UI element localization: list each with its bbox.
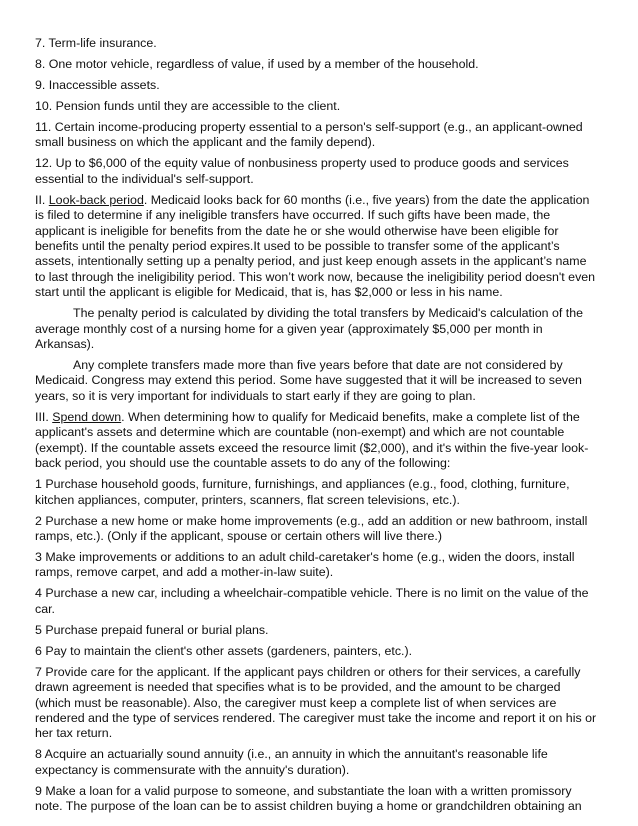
lookback-heading: Look-back period bbox=[48, 192, 144, 207]
exempt-item-7: 7. Term-life insurance. bbox=[35, 36, 157, 50]
exempt-item-9: 9. Inaccessible assets. bbox=[35, 78, 160, 92]
spend-item-1: 1 Purchase household goods, furniture, furnishings, and appliances (e.g., food, clothing, furniture, kitchen appliances, computer, printers, scanners, flat screen televisions, etc.). bbox=[35, 477, 570, 507]
lookback-body: . Medicaid looks back for 60 months (i.e., five years) from the date the application is filed to determine if any ineligible transfers have occurred. If such gifts have been made, the applicant is ineligible for benefits from the date he or she would otherwise have been eligible for benefits until the penalty period expires.It used to be possible to transfer some of the applicant’s assets, intentionally setting up a penalty period, and just keep enough assets in the applicant’s name to last through the ineligibility period. This won’t work now, because the ineligibility period doesn't even start until the applicant is eligible for Medicaid, that is, has $2,000 or less in his name. bbox=[35, 192, 596, 300]
spenddown-section bbox=[35, 410, 599, 472]
document-page bbox=[35, 36, 599, 820]
spend-item-2: 2 Purchase a new home or make home improvements (e.g., add an addition or new bathroom, install ramps, etc.). (Only if the applicant, spouse or certain others will live there.) bbox=[35, 513, 588, 543]
penalty-paragraph: The penalty period is calculated by dividing the total transfers by Medicaid's calculation of the average monthly cost of a nursing home for a given year (approximately $5,000 per month in Arkansas). bbox=[35, 306, 583, 352]
spenddown-body: . When determining how to qualify for Medicaid benefits, make a complete list of the applicant's assets and determine which are countable (non-exempt) and which are not countable (exempt). If the countable assets exceed the resource limit ($2,000), and it's within the five-year look-back period, you should use the countable assets to do any of the following: bbox=[35, 409, 589, 471]
spend-item-7: 7 Provide care for the applicant. If the applicant pays children or others for their services, a carefully drawn agreement is needed that specifies what is to be provided, and the amount to be charged (which must be reasonable). Also, the caregiver must keep a complete list of when services are rendered and the type of services rendered. The caregiver must take the income and report it on his or her tax return. bbox=[35, 664, 597, 741]
exempt-item-8: 8. One motor vehicle, regardless of value, if used by a member of the household. bbox=[35, 57, 479, 71]
lookback-prefix: II. bbox=[35, 192, 49, 207]
spend-item-3: 3 Make improvements or additions to an adult child-caretaker's home (e.g., widen the doors, install ramps, remove carpet, and add a mother-in-law suite). bbox=[35, 549, 575, 580]
spenddown-prefix: III. bbox=[35, 409, 53, 424]
spend-item-9: 9 Make a loan for a valid purpose to someone, and substantiate the loan with a written promissory note. The purpose of the loan can be to assist children buying a home or grandchildren obtaining an bbox=[35, 783, 582, 814]
exempt-item-12: 12. Up to $6,000 of the equity value of nonbusiness property used to produce goods and services essential to the individual's self-support. bbox=[35, 156, 569, 186]
spenddown-heading: Spend down bbox=[52, 409, 122, 424]
exempt-item-11: 11. Certain income-producing property essential to a person's self-support (e.g., an applicant-owned small business on which the applicant and the family depend). bbox=[35, 120, 583, 150]
lookback-section bbox=[35, 193, 599, 301]
spend-item-8: 8 Acquire an actuarially sound annuity (i.e., an annuity in which the annuitant's reasonable life expectancy is commensurate with the annuity's duration). bbox=[35, 747, 548, 777]
complete-transfers-paragraph: Any complete transfers made more than five years before that date are not considered by Medicaid. Congress may extend this period. Some have suggested that it will be increased to seven years, so it is very important for individuals to start early if they are going to plan. bbox=[35, 358, 582, 403]
spend-item-5: 5 Purchase prepaid funeral or burial plans. bbox=[35, 622, 269, 637]
spend-item-4: 4 Purchase a new car, including a wheelchair-compatible vehicle. There is no limit on the value of the car. bbox=[35, 586, 589, 616]
spend-item-6: 6 Pay to maintain the client's other assets (gardeners, painters, etc.). bbox=[35, 643, 413, 658]
exempt-item-10: 10. Pension funds until they are accessible to the client. bbox=[35, 99, 341, 113]
